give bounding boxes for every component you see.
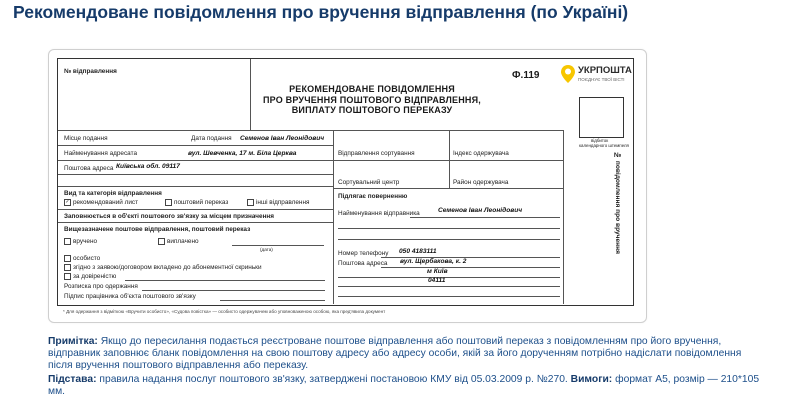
addressee-address-label: Поштова адреса xyxy=(64,165,114,172)
receiver-sign-line xyxy=(142,290,325,291)
district-label: Район одержувача xyxy=(453,179,509,186)
handed-delivered[interactable] xyxy=(64,238,97,246)
form-title xyxy=(248,84,496,116)
note-label: Примітка: xyxy=(48,336,98,347)
stamp-box xyxy=(579,97,624,138)
checkbox-icon[interactable] xyxy=(165,199,172,206)
kind-other-label: інші відправлення xyxy=(256,199,310,207)
index-label: Індекс одержувача xyxy=(453,150,509,157)
checkbox-checked-icon[interactable]: ✓ xyxy=(65,199,70,205)
basis-text: правила надання послуг поштового зв'язку, затверджені постановою КМУ від 05.03.2009 р. №270. xyxy=(99,374,568,385)
date-caption: (дата) xyxy=(260,247,273,252)
sender-index-value: 04111 xyxy=(428,277,446,284)
logo-tagline: ПОЄДНУЄ ТВОЇ ВІСТІ xyxy=(578,77,625,82)
addressee-region-value: Київська обл. 09117 xyxy=(116,163,180,170)
worker-sign-line xyxy=(220,300,325,301)
addressee-street-value: вул. Шевченка, 17 м. Біла Церква xyxy=(188,150,297,157)
handed-personally-label: особисто xyxy=(73,255,101,263)
divider xyxy=(58,160,333,161)
phone-value: 050 4183111 xyxy=(399,248,437,255)
divider xyxy=(58,186,333,187)
addressee-name-label: Найменування адресата xyxy=(64,150,137,157)
handed-by-proxy[interactable] xyxy=(64,273,116,281)
note-paragraph xyxy=(48,336,760,373)
divider xyxy=(334,188,563,189)
handed-by-contract[interactable] xyxy=(64,264,262,272)
handed-label: Вищезазначене поштове відправлення, поштовий переказ xyxy=(64,226,251,233)
receiver-sign-label: Розписка про одержання xyxy=(64,283,138,290)
handed-delivered-label: вручено xyxy=(73,238,98,246)
form-number-label: № відправлення xyxy=(64,68,117,75)
proxy-line xyxy=(125,280,325,281)
kind-parcel-label: поштовий переказ xyxy=(174,199,229,207)
handed-paid-label: виплачено xyxy=(167,238,199,246)
checkbox-icon[interactable] xyxy=(247,199,254,206)
note-text: Якщо до пересилання подається реєстроване поштове відправлення або поштовий переказ з повідомленням про його вручення, відправник заповнює бланк повідомлення на свою поштову адресу або адресу особи, якій за його дорученням потрібно надіслати повідомлення після вручення поштового відправлення або переказу. xyxy=(48,336,742,372)
checkbox-icon[interactable] xyxy=(158,238,165,245)
requirements-text: формат А5, розмір — 210*105 мм. xyxy=(48,374,760,398)
handed-by-proxy-label: за довіреністю xyxy=(73,273,117,281)
checkbox-icon[interactable] xyxy=(64,255,71,262)
form-code: Ф.119 xyxy=(512,70,540,81)
form-title-line-3: ВИПЛАТУ ПОШТОВОГО ПЕРЕКАЗУ xyxy=(291,105,453,116)
sender-street-value: вул. Щербакова, к. 2 xyxy=(400,258,467,265)
vertical-label: № повідомлення про вручення xyxy=(614,152,621,254)
kind-registered-label: рекомендований лист xyxy=(73,199,139,207)
kind-other[interactable] xyxy=(247,199,309,207)
return-sender-value: Семенов Іван Леонідович xyxy=(438,207,523,214)
kind-parcel[interactable] xyxy=(165,199,228,207)
divider xyxy=(563,130,564,304)
checkbox-icon[interactable] xyxy=(64,264,71,271)
handed-personally[interactable] xyxy=(64,255,100,263)
sender-city-value: м Київ xyxy=(427,268,448,275)
ukrposhta-logo-icon xyxy=(560,64,576,84)
divider xyxy=(333,130,334,304)
return-label: Підлягає поверненню xyxy=(338,193,408,200)
divider xyxy=(449,130,450,188)
form-title-line-1: РЕКОМЕНДОВАНЕ ПОВІДОМЛЕННЯ xyxy=(289,84,455,94)
handed-by-contract-label: згідно з заявою/договором вкладено до абонементної скриньки xyxy=(73,264,262,272)
line xyxy=(338,277,560,278)
basis-label: Підстава: xyxy=(48,374,97,385)
line xyxy=(381,267,560,268)
worker-sign-label: Підпис працівника об'єкта поштового зв'язку xyxy=(64,293,196,300)
stamp-caption-1: відбиток xyxy=(591,138,609,143)
line xyxy=(338,296,560,297)
stamp-caption-2: календарного штемпеля xyxy=(579,143,629,148)
line xyxy=(338,228,560,229)
sorting-center-label: Сортувальний центр xyxy=(338,179,400,186)
sender-name-label: Найменування відправника xyxy=(338,210,420,217)
divider xyxy=(58,209,333,210)
line xyxy=(338,286,560,287)
sorting-dept-label: Відправлення сортування xyxy=(338,150,415,157)
divider xyxy=(58,222,333,223)
line xyxy=(338,239,560,240)
checkbox-icon[interactable] xyxy=(64,273,71,280)
date-line xyxy=(232,245,324,246)
kind-registered[interactable] xyxy=(64,199,138,207)
handed-paid[interactable] xyxy=(158,238,199,246)
kind-label: Вид та категорія відправлення xyxy=(64,190,162,197)
divider xyxy=(58,174,333,175)
requirements-label: Вимоги: xyxy=(570,374,613,385)
date-label: Дата подання xyxy=(191,135,232,142)
checkbox-icon[interactable] xyxy=(64,238,71,245)
place-label: Місце подання xyxy=(64,135,108,142)
logo-name: УКРПОШТА xyxy=(578,65,632,76)
phone-label: Номер телефону xyxy=(338,250,389,257)
form-footnote: * Для одержання з відміткою «Вручити особисто», «Судова повістка» — особисто одержувачем або уповноваженою особою, яка пред'явила документ xyxy=(63,309,386,314)
divider xyxy=(58,145,333,146)
sender-value: Семенов Іван Леонідович xyxy=(240,135,325,142)
basis-paragraph xyxy=(48,374,760,398)
divider xyxy=(58,130,563,131)
sender-address-label: Поштова адреса xyxy=(338,260,388,267)
form-title-line-2: ПРО ВРУЧЕННЯ ПОШТОВОГО ВІДПРАВЛЕННЯ, xyxy=(262,94,482,105)
divider xyxy=(334,160,563,161)
line xyxy=(410,217,560,218)
fill-label: Заповнюється в об'єкті поштового зв'язку за місцем призначення xyxy=(64,213,275,220)
page-title: Рекомендоване повідомлення про вручення відправлення (по Україні) xyxy=(13,2,629,22)
